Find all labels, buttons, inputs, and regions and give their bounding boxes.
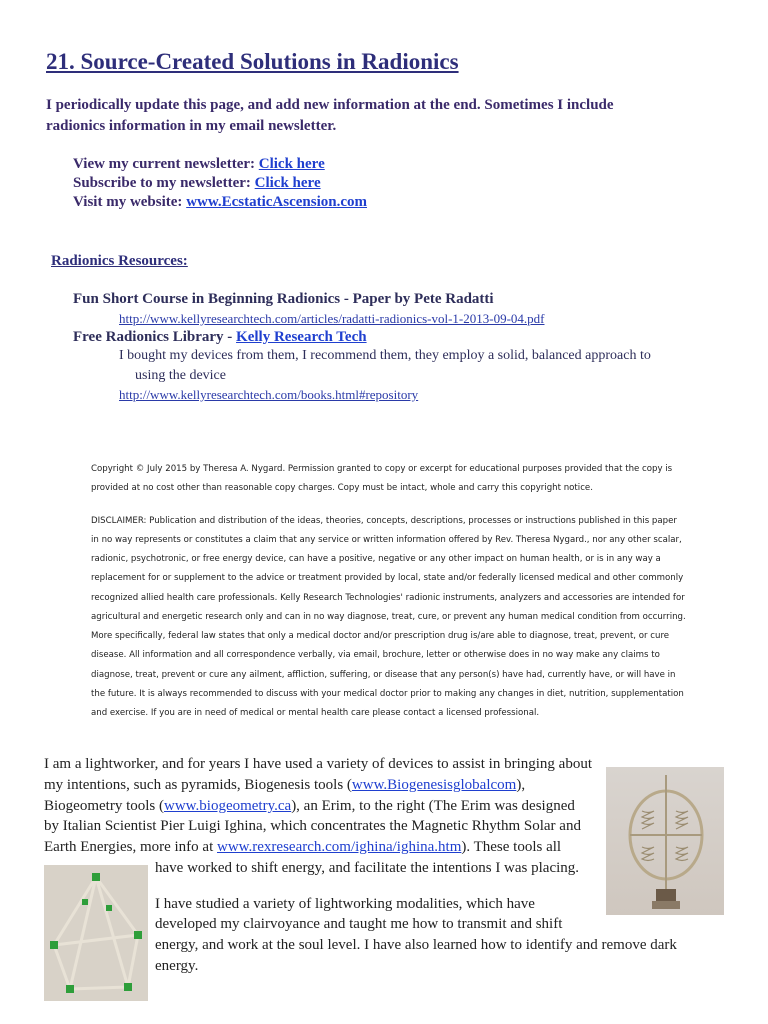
- copyright-line-1: Copyright © July 2015 by Theresa A. Nygard. Permission granted to copy or excerpt for educational purposes provided that the copy is: [91, 464, 673, 474]
- newsletter-current-row: [73, 157, 325, 172]
- biogenesis-link[interactable]: www.Biogenesisglobalcom: [351, 777, 517, 793]
- disclaimer-line-7: More specifically, federal law states that only a medical doctor and/or prescription drug is/are able to diagnose, treat, prevent, or cure: [91, 631, 670, 641]
- biogeometry-link[interactable]: www.biogeometry.ca: [164, 798, 292, 814]
- newsletter-subscribe-link[interactable]: Click here: [254, 175, 321, 191]
- disclaimer-line-9: diagnose, treat, prevent or cure any ailment, affliction, suffering, or disease that any person(s) have had, currently have, or will have in: [91, 670, 676, 680]
- disclaimer-line-8: disease. All information and all correspondence verbally, via email, brochure, letter or otherwise does in no way make any claims to: [91, 650, 660, 660]
- body-p2-line-4: energy.: [155, 958, 199, 974]
- disclaimer-line-5: recognized allied health care professionals. Kelly Research Technologies' radionic instruments, analyzers and accessories are intended for: [91, 593, 685, 603]
- newsletter-subscribe-row: [73, 176, 321, 191]
- page-title: 21. Source-Created Solutions in Radionics: [46, 49, 459, 74]
- disclaimer-line-2: in no way represents or constitutes a claim that any service or written information offered by Rev. Theresa Nygard., nor any other scalar,: [91, 535, 682, 545]
- newsletter-subscribe-label: Subscribe to my newsletter:: [73, 175, 255, 191]
- body-line-5: [44, 840, 561, 855]
- resource-1-title: Fun Short Course in Beginning Radionics - Paper by Pete Radatti: [73, 291, 494, 307]
- body-text: ). These tools all: [461, 839, 562, 855]
- disclaimer-line-1: DISCLAIMER: Publication and distribution of the ideas, theories, concepts, descriptions, processes or instructions published in this paper: [91, 516, 677, 526]
- website-label: Visit my website:: [73, 194, 187, 210]
- pyramid-image: [44, 865, 148, 1001]
- body-p2-line-1: I have studied a variety of lightworking modalities, which have: [155, 896, 535, 912]
- resource-1-url[interactable]: http://www.kellyresearchtech.com/articles/radatti-radionics-vol-1-2013-09-04.pdf: [119, 311, 545, 326]
- body-line-2: [44, 778, 525, 793]
- disclaimer-line-3: radionic, psychotronic, or free energy device, can have a positive, negative or any other impact on human health, or is in any way a: [91, 554, 661, 564]
- resource-2-title-row: [73, 330, 367, 345]
- resource-2-link[interactable]: Kelly Research Tech: [236, 329, 367, 345]
- website-link[interactable]: www.EcstaticAscension.com: [186, 194, 368, 210]
- newsletter-current-link[interactable]: Click here: [258, 156, 325, 172]
- copyright-line-2: provided at no cost other than reasonable copy charges. Copy must be intact, whole and carry this copyright notice.: [91, 483, 593, 493]
- body-text: my intentions, such as pyramids, Biogenesis tools (: [44, 777, 352, 793]
- body-p2-line-2: developed my clairvoyance and taught me how to transmit and shift: [155, 916, 563, 932]
- disclaimer-line-11: and exercise. If you are in need of medical or mental health care please contact a licensed professional.: [91, 708, 540, 718]
- body-text: ), an Erim, to the right (The Erim was designed: [291, 798, 575, 814]
- newsletter-current-label: View my current newsletter:: [73, 156, 259, 172]
- resources-heading: Radionics Resources:: [51, 253, 188, 269]
- intro-line-1: I periodically update this page, and add new information at the end. Sometimes I include: [46, 97, 614, 113]
- body-text: ),: [516, 777, 526, 793]
- intro-line-2: radionics information in my email newsletter.: [46, 118, 337, 134]
- resource-2-url[interactable]: http://www.kellyresearchtech.com/books.html#repository: [119, 387, 419, 402]
- resource-2-title: Free Radionics Library -: [73, 329, 237, 345]
- disclaimer-line-6: agricultural and energetic research only and can in no way diagnose, treat, cure, or prevent any human medical condition from occurring.: [91, 612, 686, 622]
- body-p2-line-3: energy, and work at the soul level. I have also learned how to identify and remove dark: [155, 937, 677, 953]
- body-line-1: I am a lightworker, and for years I have used a variety of devices to assist in bringing about: [44, 756, 592, 772]
- disclaimer-line-4: replacement for or supplement to the advice or treatment provided by local, state and/or federally licensed medical and other commonly: [91, 573, 684, 583]
- website-row: [73, 195, 367, 210]
- disclaimer-line-10: the future. It is always recommended to discuss with your medical doctor prior to making any changes in diet, nutrition, supplementation: [91, 689, 684, 699]
- body-line-6: have worked to shift energy, and facilitate the intentions I was placing.: [155, 860, 580, 876]
- body-text: Biogeometry tools (: [44, 798, 164, 814]
- resource-2-desc-1: I bought my devices from them, I recommend them, they employ a solid, balanced approach to: [119, 348, 651, 363]
- body-line-4: by Italian Scientist Pier Luigi Ighina, which concentrates the Magnetic Rhythm Solar and: [44, 818, 581, 834]
- erim-device-image: [606, 767, 724, 915]
- resource-2-desc-2: using the device: [135, 368, 226, 383]
- body-line-3: [44, 799, 575, 814]
- rexresearch-link[interactable]: www.rexresearch.com/ighina/ighina.htm: [217, 839, 462, 855]
- body-text: Earth Energies, more info at: [44, 839, 217, 855]
